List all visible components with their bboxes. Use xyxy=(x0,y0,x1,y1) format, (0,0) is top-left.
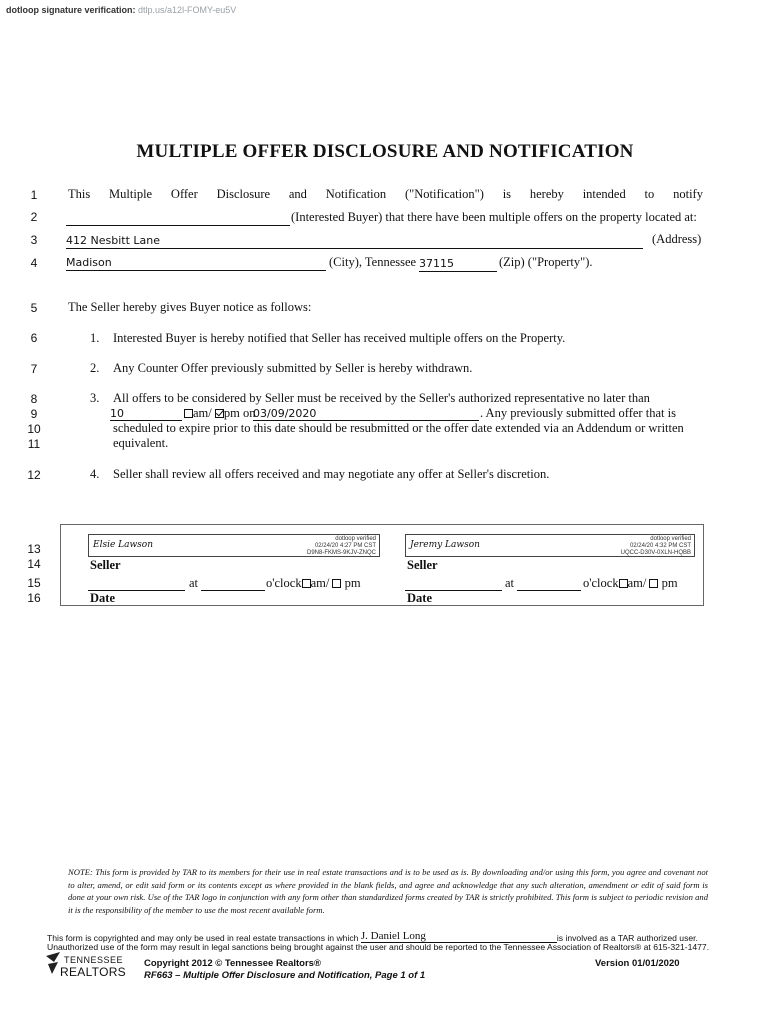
line-number: 8 xyxy=(30,392,38,406)
line-number: 16 xyxy=(27,591,41,605)
item-text: Seller shall review all offers received and may negotiate any offer at Seller's discretion. xyxy=(113,467,550,481)
item-text: All offers to be considered by Seller must be received by the Seller's authorized representative no later than xyxy=(113,391,650,405)
seller-1-date-label: Date xyxy=(90,591,115,605)
interested-buyer-field[interactable] xyxy=(66,211,290,226)
deadline-date-field[interactable]: 03/09/2020 xyxy=(253,407,479,421)
logo-line-2: REALTORS xyxy=(60,965,126,979)
seller-2-date-label: Date xyxy=(407,591,432,605)
seller-1-time-line[interactable] xyxy=(201,590,265,591)
version: Version 01/01/2020 xyxy=(595,958,680,969)
line-number: 12 xyxy=(27,468,41,482)
item-number: 2. xyxy=(90,361,100,375)
page-title: MULTIPLE OFFER DISCLOSURE AND NOTIFICATION xyxy=(136,141,634,162)
verification-label: dotloop signature verification: xyxy=(6,5,136,15)
verification-url[interactable]: dtlp.us/a12l-FOMY-eu5V xyxy=(138,5,237,15)
unauthorized-notice: Unauthorized use of the form may result in legal sanctions being brought against the user and should be reported to the Tennessee Association of Realtors® at 615-321-1477. xyxy=(47,942,710,952)
oclock-label: o'clock xyxy=(266,576,302,590)
item-3-continuation: scheduled to expire prior to this date should be resubmitted or the offer date extended via an Addendum or written xyxy=(113,421,684,435)
address-label: (Address) xyxy=(652,232,702,246)
deadline-tail: . Any previously submitted offer that is xyxy=(480,406,676,420)
seller-2-signature-script: Jeremy Lawson xyxy=(410,540,480,550)
interested-buyer-label: (Interested Buyer) that there have been multiple offers on the property located at: xyxy=(291,210,697,224)
deadline-line xyxy=(110,406,710,422)
item-text: Any Counter Offer previously submitted by Seller is hereby withdrawn. xyxy=(113,361,473,375)
line-number: 13 xyxy=(27,542,41,556)
seller-2-am-checkbox[interactable] xyxy=(619,579,628,588)
line-number: 11 xyxy=(27,437,41,451)
line-number: 4 xyxy=(30,256,38,270)
item-number: 4. xyxy=(90,467,100,481)
item-3-end: equivalent. xyxy=(113,436,169,450)
copyright-notice: This form is copyrighted and may only be used in real estate transactions in which J. Daniel Long is involved as a TAR authorized user. xyxy=(47,930,698,943)
line-number: 3 xyxy=(30,233,38,247)
city-label: (City), Tennessee xyxy=(329,255,417,269)
line-number: 1 xyxy=(30,188,38,202)
logo-line-1: TENNESSEE xyxy=(64,955,124,965)
seller-1-pm-checkbox[interactable] xyxy=(332,579,341,588)
dotloop-verified-stamp: dotloop verified 02/24/20 4:27 PM CST D9N8-FKMS-9KJV-ZNQC xyxy=(306,536,376,556)
zip-field[interactable]: 37115 xyxy=(419,257,497,272)
intro-line: This Multiple Offer Disclosure and Notification ("Notification") is hereby intended to notify xyxy=(68,187,703,201)
am-label: am/ xyxy=(310,576,330,590)
pm-checkbox[interactable] xyxy=(215,409,224,418)
line-number: 5 xyxy=(30,301,38,315)
at-label: at xyxy=(189,576,199,590)
notice-intro: The Seller hereby gives Buyer notice as follows: xyxy=(68,300,312,314)
pm-label: pm on xyxy=(223,406,256,420)
seller-2-label: Seller xyxy=(407,558,438,572)
dotloop-verified-stamp: dotloop verified 02/24/20 4:32 PM CST UQCC-D30V-0XLN-HQBB xyxy=(620,536,691,556)
zip-label: (Zip) ("Property"). xyxy=(499,255,593,269)
item-number: 3. xyxy=(90,391,100,405)
seller-2-time-line[interactable] xyxy=(517,590,581,591)
seller-2-pm-checkbox[interactable] xyxy=(649,579,658,588)
seller-1-signature[interactable] xyxy=(88,534,380,557)
copyright-line: Copyright 2012 © Tennessee Realtors® xyxy=(144,958,321,969)
verification-bar xyxy=(6,5,236,15)
pm-label: pm xyxy=(661,576,678,590)
item-text: Interested Buyer is hereby notified that Seller has received multiple offers on the Property. xyxy=(113,331,566,345)
am-checkbox[interactable] xyxy=(184,409,193,418)
seller-1-am-checkbox[interactable] xyxy=(302,579,311,588)
line-number: 7 xyxy=(30,362,38,376)
seller-2-signature[interactable] xyxy=(405,534,695,557)
licensee-field[interactable]: J. Daniel Long xyxy=(361,930,557,943)
line-number: 2 xyxy=(30,210,38,224)
seller-1-label: Seller xyxy=(90,558,121,572)
line-number: 15 xyxy=(27,576,41,590)
line-number: 14 xyxy=(27,557,41,571)
am-label: am/ xyxy=(627,576,647,590)
oclock-label: o'clock xyxy=(583,576,619,590)
tennessee-realtors-logo xyxy=(44,952,134,982)
at-label: at xyxy=(505,576,515,590)
line-number: 9 xyxy=(30,407,38,421)
seller-1-signature-script: Elsie Lawson xyxy=(93,540,154,550)
deadline-time-field[interactable]: 10 xyxy=(110,407,182,421)
form-name: RF663 – Multiple Offer Disclosure and Notification, Page 1 of 1 xyxy=(144,970,426,981)
city-field[interactable]: Madison xyxy=(66,256,326,271)
item-number: 1. xyxy=(90,331,100,345)
note-paragraph: NOTE: This form is provided by TAR to its members for their use in real estate transactions and is to be used as is. By downloading and/or using this form, you agree and covenant not to alter, amend, or edit said form or its contents except as where provided in the blank fields, and agree and acknowledge that any such alteration, amendment or edit of said form is done at your own risk. Use of the TAR logo in conjunction with any form other than standardized forms created by TAR is strictly prohibited. This form is subject to periodic revision and it is the responsibility of the member to use the most recent available form. xyxy=(68,867,708,915)
address-field[interactable]: 412 Nesbitt Lane xyxy=(66,234,643,249)
line-number: 6 xyxy=(30,331,38,345)
line-number: 10 xyxy=(27,422,41,436)
am-label: am/ xyxy=(193,406,212,420)
pm-label: pm xyxy=(344,576,361,590)
